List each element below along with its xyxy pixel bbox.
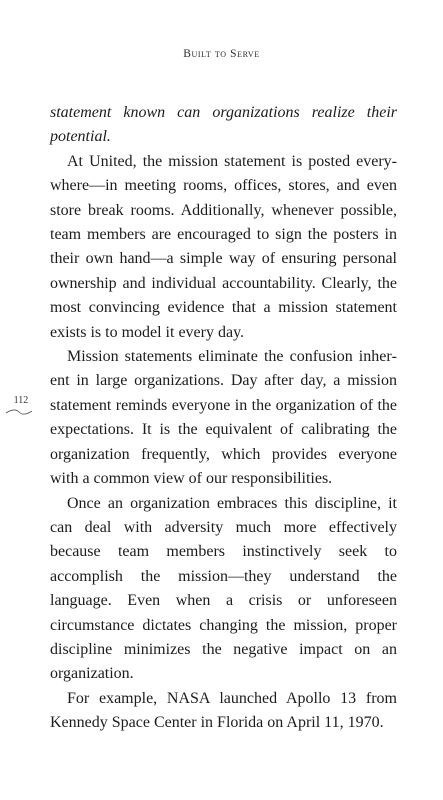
- paragraph: Once an organization embraces this discipline, it can deal with adversity much more effectively because team members instinctively seek to accomplish the mission—they understand the language. Even when a crisis or unforeseen circumstance dictates changing the mission, proper discipline minimizes the negative impact on an organization.: [50, 494, 397, 683]
- body-text: [50, 101, 397, 736]
- paragraph-continued: statement known can organizations realize their potential.: [50, 104, 397, 146]
- running-head: Built to Serve: [183, 48, 260, 60]
- page-number: 112: [13, 395, 29, 406]
- paragraph: Mission statements eliminate the confusion inherent in large organizations. Day after day, a mission statement reminds everyone in the organization of the expectations. It is the equivalent of calibrating the organization frequently, which provides everyone with a common view of our responsibilities.: [50, 348, 397, 488]
- paragraph: For example, NASA launched Apollo 13 from Kennedy Space Center in Florida on April 11, 1970.: [50, 689, 397, 732]
- paragraph: At United, the mission statement is posted everywhere—in meeting rooms, offices, stores, and even store break rooms. Additionally, whenever possible, team members are encouraged to sign the posters in their own hand—a simple way of ensuring personal ownership and individual accountability. Clearly, the most convincing evidence that a mission statement exists is to model it every day.: [50, 152, 397, 341]
- folio-ornament: [4, 408, 34, 416]
